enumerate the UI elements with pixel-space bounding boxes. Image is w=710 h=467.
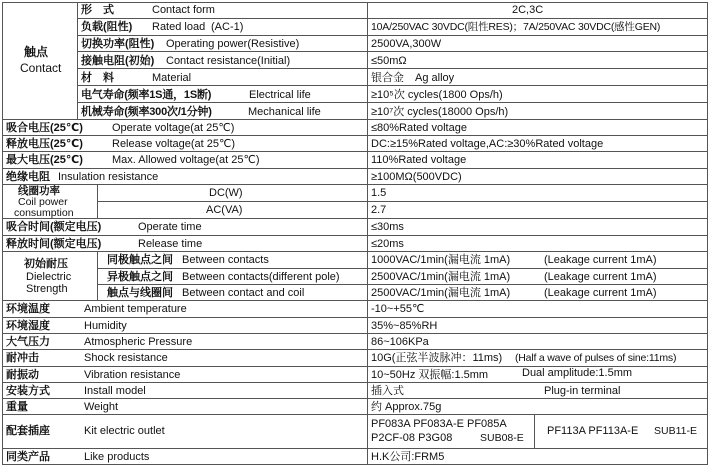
insulation-en: Insulation resistance (58, 171, 159, 183)
grid-line (2, 184, 708, 185)
outlet-line-1: PF083A PF083A-E PF085A (371, 418, 507, 430)
grid-line (2, 317, 708, 318)
coil-dc-value: 1.5 (371, 187, 387, 199)
grid-line (2, 2, 3, 464)
material-value: 银合金 Ag alloy (371, 72, 455, 84)
different-pole-leak: (Leakage current 1mA) (544, 271, 657, 283)
coil-power-en-2: consumption (14, 207, 74, 219)
grid-line (97, 284, 708, 285)
humidity-value: 35%~85%RH (371, 320, 438, 332)
release-time-value: ≤20ms (371, 238, 404, 250)
like-products-en: Like products (84, 451, 150, 463)
grid-line (2, 235, 708, 236)
contact-form-zh: 形 式 (81, 4, 114, 16)
install-value-en: Plug-in terminal (544, 385, 621, 397)
contact-form-en: Contact form (152, 4, 215, 16)
rated-load-value: 10A/250VAC 30VDC(阻性RES)；7A/250VAC 30VDC(感性GEN) (371, 21, 661, 33)
operating-power-value: 2500VA,300W (371, 38, 442, 50)
release-time-en: Release time (138, 238, 203, 250)
operate-voltage-zh: 吸合电压(25℃) (6, 122, 83, 134)
grid-line (2, 464, 708, 465)
humidity-en: Humidity (84, 320, 127, 332)
grid-line (2, 349, 708, 350)
rated-load-en: Rated load (152, 21, 206, 33)
outlet-line-2b: SUB08-E (480, 432, 524, 444)
between-contacts-zh: 同极触点之间 (107, 254, 173, 266)
like-products-zh: 同类产品 (6, 451, 50, 463)
humidity-zh: 环境湿度 (6, 320, 50, 332)
contact-coil-leak: (Leakage current 1mA) (544, 287, 657, 299)
grid-line (2, 382, 708, 383)
grid-line (2, 135, 708, 136)
outlet-en: Kit electric outlet (84, 425, 165, 437)
outlet-col2a: PF113A PF113A-E (547, 425, 639, 437)
insulation-value: ≥100MΩ(500VDC) (371, 171, 462, 183)
material-en: Material (152, 72, 192, 84)
between-contacts-value: 1000VAC/1min(漏电流 1mA) (371, 254, 511, 266)
shock-zh: 耐冲击 (6, 352, 39, 364)
dielectric-zh: 初始耐压 (24, 258, 68, 270)
contact-coil-en: Between contact and coil (182, 287, 305, 299)
install-zh: 安装方式 (6, 385, 50, 397)
install-value: 插入式 (371, 385, 404, 397)
grid-line (2, 119, 708, 120)
grid-line (77, 51, 708, 52)
electrical-life-zh: 电气寿命(频率1S通，1S断) (81, 89, 212, 101)
shock-value-en: (Half a wave of pulses of sine:11ms) (515, 352, 677, 364)
operating-power-en: Operating power(Resistive) (166, 38, 300, 50)
rated-load-zh: 负载(阻性) (81, 21, 133, 33)
pressure-value: 86~106KPa (371, 336, 429, 348)
grid-line (2, 2, 708, 3)
grid-line (2, 300, 708, 301)
weight-value: 约 Approx.75g (371, 401, 442, 413)
grid-line (367, 2, 368, 464)
vibration-value-en: Dual amplitude:1.5mm (522, 367, 633, 379)
grid-line (77, 18, 708, 19)
grid-line (2, 414, 708, 415)
operate-time-value: ≤30ms (371, 221, 404, 233)
grid-line (2, 151, 708, 152)
grid-line (2, 448, 708, 449)
grid-line (2, 333, 708, 334)
pressure-zh: 大气压力 (6, 336, 50, 348)
shock-en: Shock resistance (84, 352, 168, 364)
outlet-zh: 配套插座 (6, 425, 50, 437)
contact-coil-value: 2500VAC/1min(漏电流 1mA) (371, 287, 511, 299)
release-voltage-zh: 释放电压(25℃) (6, 138, 83, 150)
grid-line (97, 184, 98, 218)
ambient-temp-en: Ambient temperature (84, 303, 187, 315)
shock-value: 10G(正弦半波脉冲：11ms) (371, 352, 503, 364)
contact-resistance-zh: 接触电阻(初始) (81, 55, 155, 67)
grid-line (2, 251, 708, 252)
grid-line (97, 201, 708, 202)
contact-group-zh: 触点 (24, 45, 49, 59)
mechanical-life-zh: 机械寿命(频率300次/1分钟) (81, 106, 212, 118)
material-zh: 材 料 (81, 72, 114, 84)
outlet-col2b: SUB11-E (654, 425, 697, 437)
grid-line (77, 35, 708, 36)
max-voltage-en: Max. Allowed voltage(at 25℃) (112, 154, 260, 166)
operate-time-en: Operate time (138, 221, 202, 233)
different-pole-value: 2500VAC/1min(漏电流 1mA) (371, 271, 511, 283)
release-voltage-en: Release voltage(at 25℃) (112, 138, 236, 150)
electrical-life-en: Electrical life (249, 89, 311, 101)
max-voltage-value: 110%Rated voltage (371, 154, 467, 166)
contact-coil-zh: 触点与线圈间 (107, 287, 173, 299)
contact-resistance-en: Contact resistance(Initial) (166, 55, 291, 67)
like-products-value: H.K公司:FRM5 (371, 451, 445, 463)
dielectric-en-2: Strength (26, 283, 68, 295)
grid-line (2, 168, 708, 169)
release-time-zh: 释放时间(额定电压) (6, 238, 102, 250)
grid-line (77, 68, 708, 69)
ambient-temp-zh: 环境温度 (6, 303, 50, 315)
operating-power-zh: 切换功率(阻性) (81, 38, 155, 50)
operate-voltage-en: Operate voltage(at 25℃) (112, 122, 235, 134)
coil-power-en-1: Coil power (18, 196, 68, 208)
pressure-en: Atmospheric Pressure (84, 336, 193, 348)
electrical-life-value: ≥10⁵次 cycles(1800 Ops/h) (371, 89, 503, 101)
outlet-line-2a: P2CF-08 P3G08 (371, 432, 453, 444)
grid-line (77, 102, 708, 103)
grid-line (97, 251, 98, 300)
vibration-value: 10~50Hz 双振幅:1.5mm (371, 369, 489, 381)
install-en: Install model (84, 385, 146, 397)
grid-line (534, 414, 535, 448)
contact-form-value: 2C,3C (512, 4, 544, 16)
coil-power-zh: 线圈功率 (18, 185, 60, 197)
grid-line (77, 2, 78, 119)
dielectric-en-1: Dielectric (26, 271, 72, 283)
mechanical-life-en: Mechanical life (248, 106, 321, 118)
release-voltage-value: DC:≥15%Rated voltage,AC:≥30%Rated voltage (371, 138, 604, 150)
weight-zh: 重量 (6, 401, 28, 413)
grid-line (77, 85, 708, 86)
vibration-zh: 耐振动 (6, 369, 39, 381)
different-pole-zh: 异极触点之间 (107, 271, 173, 283)
grid-line (97, 268, 708, 269)
vibration-en: Vibration resistance (84, 369, 181, 381)
coil-ac-label: AC(VA) (206, 204, 243, 216)
insulation-zh: 绝缘电阻 (6, 171, 50, 183)
coil-dc-label: DC(W) (209, 187, 243, 199)
between-contacts-leak: (Leakage current 1mA) (544, 254, 657, 266)
operate-voltage-value: ≤80%Rated voltage (371, 122, 467, 134)
different-pole-en: Between contacts(different pole) (182, 271, 340, 283)
contact-resistance-value: ≤50mΩ (371, 55, 407, 67)
ambient-temp-value: -10~+55℃ (371, 303, 425, 315)
relay-spec-table (2, 2, 708, 465)
grid-line (2, 218, 708, 219)
between-contacts-en: Between contacts (182, 254, 269, 266)
max-voltage-zh: 最大电压(25℃) (6, 154, 83, 166)
grid-line (2, 398, 708, 399)
rated-load-en-extra: (AC-1) (211, 21, 244, 33)
contact-group-en: Contact (20, 61, 62, 75)
weight-en: Weight (84, 401, 119, 413)
coil-ac-value: 2.7 (371, 204, 387, 216)
mechanical-life-value: ≥10⁷次 cycles(18000 Ops/h) (371, 106, 509, 118)
grid-line (707, 2, 708, 464)
operate-time-zh: 吸合时间(额定电压) (6, 221, 102, 233)
